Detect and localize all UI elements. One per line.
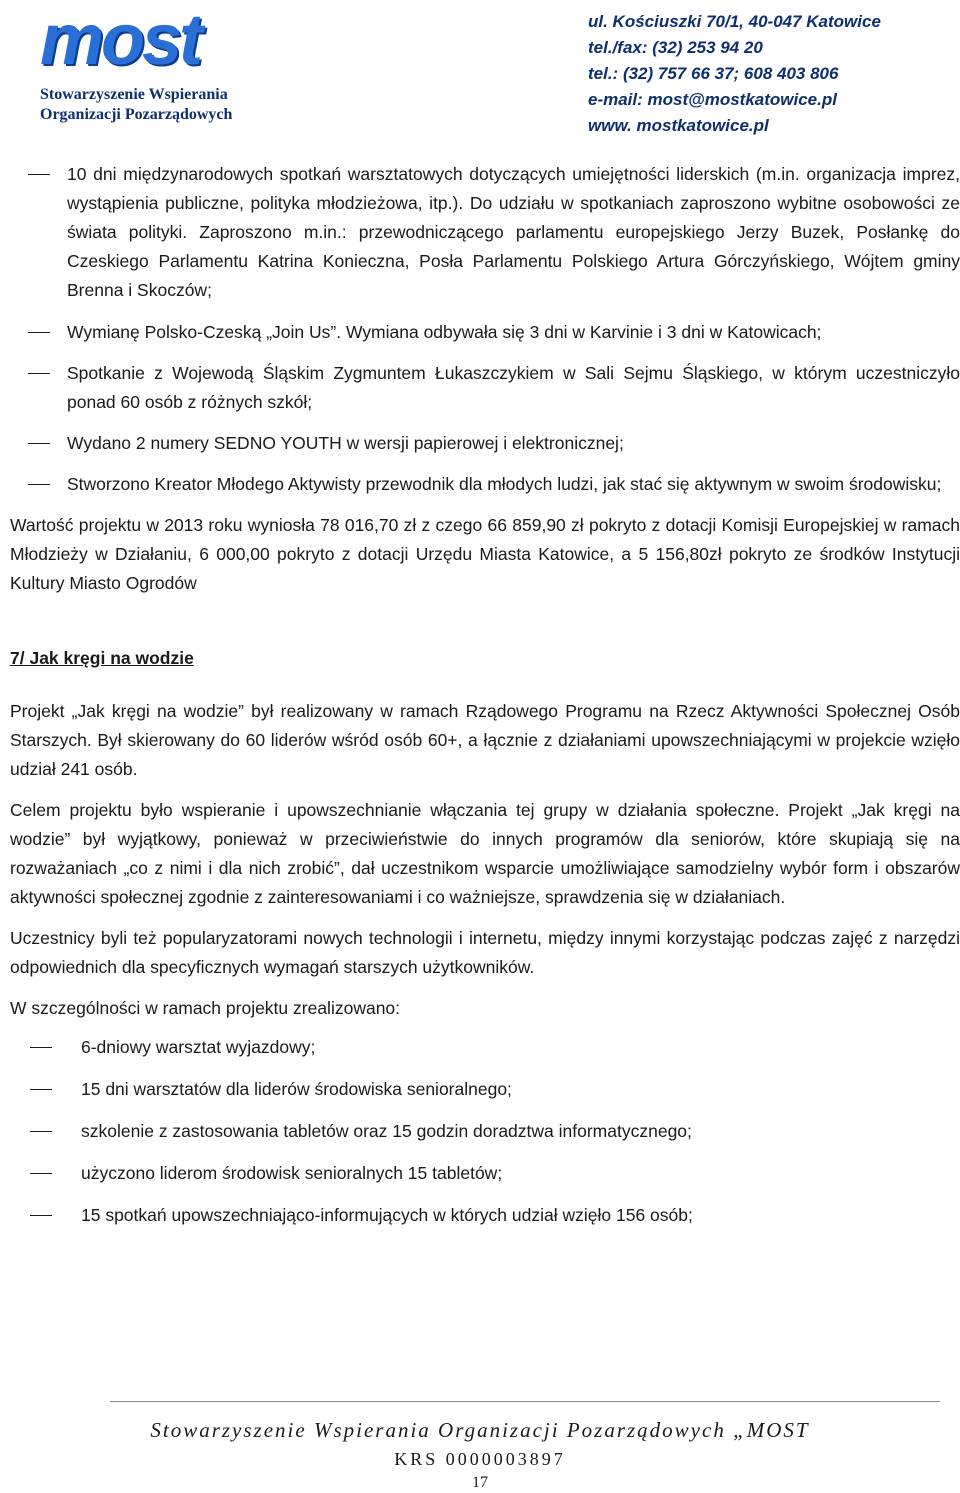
list-item <box>10 429 960 458</box>
list-item-text: szkolenie z zastosowania tabletów oraz 15 godzin doradztwa informatycznego; <box>81 1121 692 1141</box>
dash-bullet-icon <box>30 1173 52 1174</box>
section-paragraph: Uczestnicy byli też popularyzatorami nowych technologii i internetu, między innymi korzystając podczas zajęć z narzędzi odpowiednich dla specyficznych wymagań starszych użytkowników. <box>10 928 960 977</box>
footer-divider <box>110 1401 940 1402</box>
list-item <box>10 318 960 347</box>
list-item-text: 6-dniowy warsztat wyjazdowy; <box>81 1037 316 1057</box>
dash-bullet-icon <box>28 174 50 175</box>
list-item-text: Stworzono Kreator Młodego Aktywisty przewodnik dla młodych ludzi, jak stać się aktywnym w swoim środowisku; <box>67 474 942 494</box>
footer-krs-number: KRS 0000003897 <box>394 1449 566 1469</box>
list-item <box>10 1075 960 1104</box>
section-heading: 7/ Jak kręgi na wodzie <box>10 648 194 668</box>
list-item <box>10 160 960 305</box>
list-item-text: 15 dni warsztatów dla liderów środowiska senioralnego; <box>81 1079 512 1099</box>
contact-website: www. mostkatowice.pl <box>588 116 769 135</box>
dash-bullet-icon <box>30 1215 52 1216</box>
dash-bullet-icon <box>30 1131 52 1132</box>
list-item-text: Wydano 2 numery SEDNO YOUTH w wersji papierowej i elektronicznej; <box>67 433 624 453</box>
dash-bullet-icon <box>28 373 50 374</box>
section-paragraph: Celem projektu było wspieranie i upowszechnianie włączania tej grupy w działania społeczne. Projekt „Jak kręgi na wodzie” był wyjątkowy, ponieważ w przeciwieństwie do innych programów dla seniorów, które skupiają się na rozważaniach „co z nimi i dla nich zrobić”, dał uczestnikom wsparcie umożliwiające samodzielny wybór form i obszarów aktywności społecznej zgodnie z zainteresowaniami i co ważniejsze, sprawdzenia się w działaniach. <box>10 800 960 907</box>
contact-email: e-mail: most@mostkatowice.pl <box>588 90 837 109</box>
list-item-text: użyczono liderom środowisk senioralnych 15 tabletów; <box>81 1163 503 1183</box>
dash-bullet-icon <box>28 484 50 485</box>
page-number: 17 <box>472 1474 488 1491</box>
dash-bullet-icon <box>30 1089 52 1090</box>
project-value-paragraph: Wartość projektu w 2013 roku wyniosła 78 016,70 zł z czego 66 859,90 zł pokryto z dotacji Komisji Europejskiej w ramach Młodzieży w Działaniu, 6 000,00 pokryto z dotacji Urzędu Miasta Katowice, a 5 156,80zł pokryto ze środków Instytucji Kultury Miasto Ogrodów <box>10 515 960 593</box>
logo-subtitle-line1: Stowarzyszenie Wspierania <box>40 86 228 103</box>
logo-wordmark: most <box>40 0 201 80</box>
list-item <box>10 1033 960 1062</box>
contact-phone: tel.: (32) 757 66 37; 608 403 806 <box>588 64 839 83</box>
list-item-text: 15 spotkań upowszechniająco-informujących w których udział wzięło 156 osób; <box>81 1205 693 1225</box>
section-paragraph: Projekt „Jak kręgi na wodzie” był realizowany w ramach Rządowego Programu na Rzecz Aktywności Społecznej Osób Starszych. Był skierowany do 60 liderów wśród osób 60+, a łącznie z działaniami upowszechniającymi w projekcie wzięło udział 241 osób. <box>10 701 960 779</box>
list-item <box>10 1117 960 1146</box>
contact-address: ul. Kościuszki 70/1, 40-047 Katowice <box>588 12 881 31</box>
most-logo <box>40 0 250 135</box>
dash-bullet-icon <box>30 1047 52 1048</box>
page-header <box>0 0 960 150</box>
section-list <box>10 1033 960 1230</box>
list-item <box>10 470 960 499</box>
dash-bullet-icon <box>28 443 50 444</box>
list-item <box>10 1159 960 1188</box>
list-item-text: Spotkanie z Wojewodą Śląskim Zygmuntem Łukaszczykiem w Sali Sejmu Śląskiego, w którym uczestniczyło ponad 60 osób z różnych szkół; <box>67 363 960 412</box>
list-item-text: 10 dni międzynarodowych spotkań warsztatowych dotyczących umiejętności liderskich (m.in. organizacja imprez, wystąpienia publiczne, polityka młodzieżowa, itp.). Do udziału w spotkaniach zaproszono wybitne osobowości ze świata polityki. Zaproszono m.in.: przewodniczącego parlamentu europejskiego Jerzy Buzek, Posłankę do Czeskiego Parlamentu Katrina Konieczna, Posła Parlamentu Polskiego Artura Górczyńskiego, Wójtem gminy Brenna i Skoczów; <box>67 164 960 300</box>
list-item <box>10 359 960 417</box>
list-item-text: Wymianę Polsko-Czeską „Join Us”. Wymiana odbywała się 3 dni w Karvinie i 3 dni w Katowicach; <box>67 322 822 342</box>
logo-subtitle-line2: Organizacji Pozarządowych <box>40 106 233 123</box>
document-body <box>10 160 960 1243</box>
dash-bullet-icon <box>28 332 50 333</box>
contact-block <box>588 9 918 139</box>
list-item <box>10 1201 960 1230</box>
contact-fax: tel./fax: (32) 253 94 20 <box>588 38 763 57</box>
section-paragraph: W szczególności w ramach projektu zrealizowano: <box>10 998 401 1018</box>
footer-organization-name: Stowarzyszenie Wspierania Organizacji Pozarządowych „MOST <box>150 1418 810 1442</box>
